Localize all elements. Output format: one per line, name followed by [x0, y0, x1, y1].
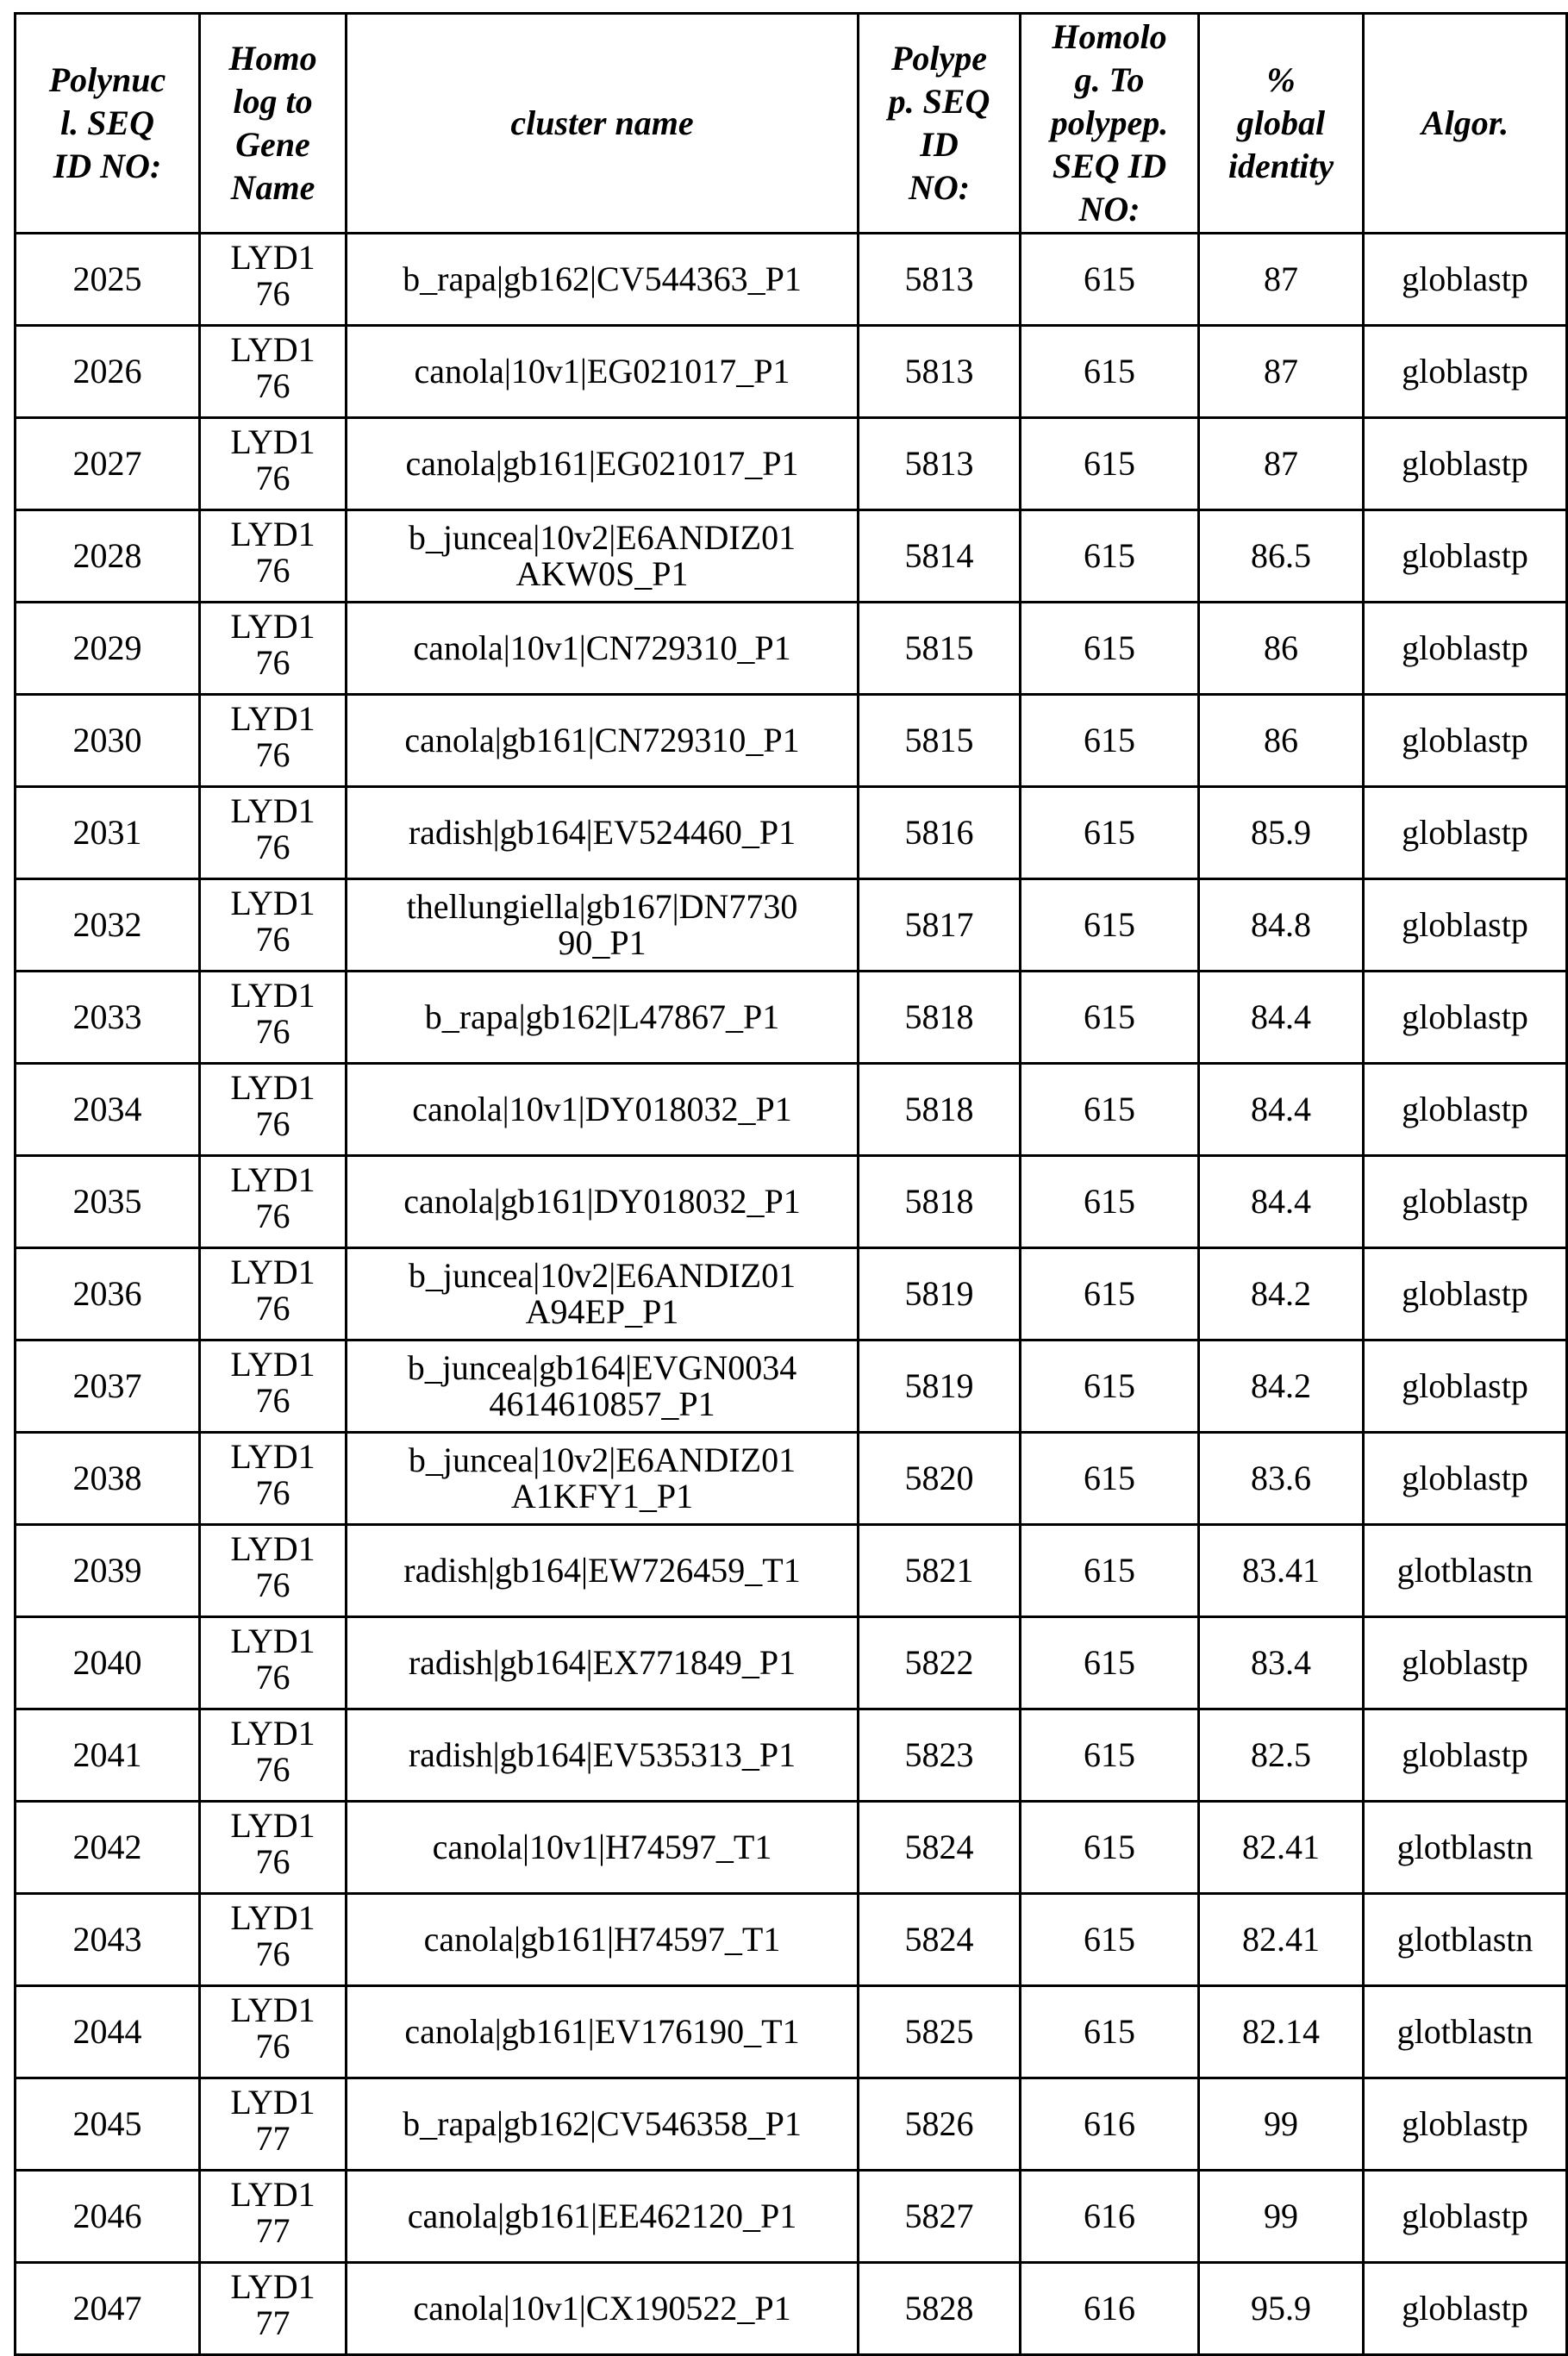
cell-polynucleotide-seq-id: 2043 — [16, 1894, 200, 1986]
cell-polynucleotide-seq-id: 2030 — [16, 695, 200, 787]
table-row — [16, 1525, 1567, 1617]
cell-global-identity: 82.5 — [1199, 1709, 1364, 1802]
table-row — [16, 1986, 1567, 2078]
cell-global-identity: 83.6 — [1199, 1433, 1364, 1525]
cell-algorithm: globlastp — [1364, 2171, 1567, 2263]
cell-polynucleotide-seq-id: 2031 — [16, 787, 200, 879]
cell-polypeptide-seq-id: 5822 — [859, 1617, 1021, 1709]
cell-algorithm: globlastp — [1364, 1248, 1567, 1340]
cell-cluster-name: radish|gb164|EW726459_T1 — [347, 1525, 859, 1617]
table-row — [16, 695, 1567, 787]
cell-cluster-name: canola|10v1|EG021017_P1 — [347, 326, 859, 418]
cell-global-identity: 86 — [1199, 603, 1364, 695]
header-global-identity: % global identity — [1199, 14, 1364, 234]
cell-algorithm: globlastp — [1364, 418, 1567, 510]
cell-algorithm: globlastp — [1364, 510, 1567, 603]
cell-homolog-polypeptide-seq-id: 615 — [1021, 695, 1199, 787]
cell-algorithm: globlastp — [1364, 1709, 1567, 1802]
cell-cluster-name: canola|gb161|EV176190_T1 — [347, 1986, 859, 2078]
cell-cluster-name: canola|gb161|EE462120_P1 — [347, 2171, 859, 2263]
cell-gene-name: LYD1 76 — [200, 787, 347, 879]
cell-cluster-name: canola|gb161|EG021017_P1 — [347, 418, 859, 510]
table-row — [16, 2263, 1567, 2355]
cell-global-identity: 84.2 — [1199, 1248, 1364, 1340]
cell-polypeptide-seq-id: 5813 — [859, 234, 1021, 326]
table-row — [16, 510, 1567, 603]
table-row — [16, 1156, 1567, 1248]
cell-global-identity: 87 — [1199, 326, 1364, 418]
cell-polynucleotide-seq-id: 2040 — [16, 1617, 200, 1709]
cell-gene-name: LYD1 76 — [200, 234, 347, 326]
cell-polypeptide-seq-id: 5815 — [859, 695, 1021, 787]
cell-global-identity: 84.2 — [1199, 1340, 1364, 1433]
cell-polypeptide-seq-id: 5825 — [859, 1986, 1021, 2078]
cell-polypeptide-seq-id: 5821 — [859, 1525, 1021, 1617]
header-polynucleotide-seq-id: Polynuc l. SEQ ID NO: — [16, 14, 200, 234]
cell-cluster-name: radish|gb164|EV535313_P1 — [347, 1709, 859, 1802]
cell-gene-name: LYD1 77 — [200, 2078, 347, 2171]
cell-cluster-name: canola|10v1|CN729310_P1 — [347, 603, 859, 695]
cell-polypeptide-seq-id: 5814 — [859, 510, 1021, 603]
cell-polynucleotide-seq-id: 2036 — [16, 1248, 200, 1340]
cell-polynucleotide-seq-id: 2042 — [16, 1802, 200, 1894]
cell-cluster-name: b_juncea|gb164|EVGN0034 4614610857_P1 — [347, 1340, 859, 1433]
table-row — [16, 1894, 1567, 1986]
header-row — [16, 14, 1567, 234]
cell-algorithm: globlastp — [1364, 1064, 1567, 1156]
cell-homolog-polypeptide-seq-id: 615 — [1021, 1802, 1199, 1894]
cell-cluster-name: canola|gb161|CN729310_P1 — [347, 695, 859, 787]
cell-global-identity: 99 — [1199, 2171, 1364, 2263]
cell-gene-name: LYD1 76 — [200, 1986, 347, 2078]
cell-cluster-name: canola|10v1|CX190522_P1 — [347, 2263, 859, 2355]
cell-algorithm: globlastp — [1364, 1617, 1567, 1709]
table-row — [16, 418, 1567, 510]
cell-global-identity: 99 — [1199, 2078, 1364, 2171]
cell-homolog-polypeptide-seq-id: 616 — [1021, 2078, 1199, 2171]
cell-polynucleotide-seq-id: 2044 — [16, 1986, 200, 2078]
cell-gene-name: LYD1 77 — [200, 2263, 347, 2355]
cell-global-identity: 87 — [1199, 418, 1364, 510]
cell-global-identity: 82.41 — [1199, 1802, 1364, 1894]
cell-polynucleotide-seq-id: 2025 — [16, 234, 200, 326]
cell-cluster-name: b_rapa|gb162|CV546358_P1 — [347, 2078, 859, 2171]
cell-homolog-polypeptide-seq-id: 615 — [1021, 972, 1199, 1064]
header-cluster-name: cluster name — [347, 14, 859, 234]
cell-polypeptide-seq-id: 5828 — [859, 2263, 1021, 2355]
cell-cluster-name: canola|gb161|DY018032_P1 — [347, 1156, 859, 1248]
cell-gene-name: LYD1 76 — [200, 326, 347, 418]
cell-algorithm: globlastp — [1364, 972, 1567, 1064]
table-row — [16, 1802, 1567, 1894]
cell-homolog-polypeptide-seq-id: 615 — [1021, 1340, 1199, 1433]
table-row — [16, 879, 1567, 972]
cell-gene-name: LYD1 76 — [200, 1064, 347, 1156]
cell-cluster-name: radish|gb164|EX771849_P1 — [347, 1617, 859, 1709]
cell-homolog-polypeptide-seq-id: 615 — [1021, 510, 1199, 603]
cell-homolog-polypeptide-seq-id: 616 — [1021, 2263, 1199, 2355]
cell-cluster-name: radish|gb164|EV524460_P1 — [347, 787, 859, 879]
cell-algorithm: globlastp — [1364, 234, 1567, 326]
cell-homolog-polypeptide-seq-id: 615 — [1021, 1986, 1199, 2078]
cell-cluster-name: canola|gb161|H74597_T1 — [347, 1894, 859, 1986]
cell-polypeptide-seq-id: 5815 — [859, 603, 1021, 695]
cell-algorithm: globlastp — [1364, 1156, 1567, 1248]
cell-global-identity: 82.41 — [1199, 1894, 1364, 1986]
cell-polypeptide-seq-id: 5816 — [859, 787, 1021, 879]
cell-global-identity: 83.4 — [1199, 1617, 1364, 1709]
cell-homolog-polypeptide-seq-id: 615 — [1021, 1894, 1199, 1986]
cell-polypeptide-seq-id: 5818 — [859, 1156, 1021, 1248]
cell-polynucleotide-seq-id: 2033 — [16, 972, 200, 1064]
cell-algorithm: glotblastn — [1364, 1894, 1567, 1986]
cell-algorithm: globlastp — [1364, 879, 1567, 972]
cell-global-identity: 84.8 — [1199, 879, 1364, 972]
cell-polynucleotide-seq-id: 2032 — [16, 879, 200, 972]
cell-homolog-polypeptide-seq-id: 615 — [1021, 879, 1199, 972]
cell-cluster-name: canola|10v1|DY018032_P1 — [347, 1064, 859, 1156]
cell-global-identity: 84.4 — [1199, 1064, 1364, 1156]
cell-homolog-polypeptide-seq-id: 615 — [1021, 1156, 1199, 1248]
cell-global-identity: 82.14 — [1199, 1986, 1364, 2078]
cell-algorithm: globlastp — [1364, 2263, 1567, 2355]
cell-polypeptide-seq-id: 5813 — [859, 418, 1021, 510]
cell-polynucleotide-seq-id: 2028 — [16, 510, 200, 603]
cell-polypeptide-seq-id: 5817 — [859, 879, 1021, 972]
cell-homolog-polypeptide-seq-id: 615 — [1021, 326, 1199, 418]
cell-algorithm: glotblastn — [1364, 1802, 1567, 1894]
cell-global-identity: 86 — [1199, 695, 1364, 787]
cell-polypeptide-seq-id: 5819 — [859, 1248, 1021, 1340]
cell-algorithm: globlastp — [1364, 2078, 1567, 2171]
cell-global-identity: 84.4 — [1199, 972, 1364, 1064]
homolog-table — [14, 12, 1568, 2356]
cell-gene-name: LYD1 76 — [200, 695, 347, 787]
cell-homolog-polypeptide-seq-id: 615 — [1021, 1617, 1199, 1709]
header-polypeptide-seq-id: Polype p. SEQ ID NO: — [859, 14, 1021, 234]
cell-gene-name: LYD1 77 — [200, 2171, 347, 2263]
cell-algorithm: globlastp — [1364, 1433, 1567, 1525]
cell-polynucleotide-seq-id: 2047 — [16, 2263, 200, 2355]
table-row — [16, 234, 1567, 326]
cell-global-identity: 83.41 — [1199, 1525, 1364, 1617]
table-row — [16, 2078, 1567, 2171]
table-row — [16, 326, 1567, 418]
cell-gene-name: LYD1 76 — [200, 879, 347, 972]
cell-polypeptide-seq-id: 5818 — [859, 972, 1021, 1064]
cell-polypeptide-seq-id: 5819 — [859, 1340, 1021, 1433]
cell-polypeptide-seq-id: 5824 — [859, 1802, 1021, 1894]
cell-gene-name: LYD1 76 — [200, 1709, 347, 1802]
cell-polynucleotide-seq-id: 2035 — [16, 1156, 200, 1248]
cell-global-identity: 95.9 — [1199, 2263, 1364, 2355]
cell-homolog-polypeptide-seq-id: 615 — [1021, 1064, 1199, 1156]
cell-cluster-name: b_juncea|10v2|E6ANDIZ01 A94EP_P1 — [347, 1248, 859, 1340]
cell-cluster-name: thellungiella|gb167|DN7730 90_P1 — [347, 879, 859, 972]
cell-polypeptide-seq-id: 5818 — [859, 1064, 1021, 1156]
cell-algorithm: globlastp — [1364, 326, 1567, 418]
cell-polypeptide-seq-id: 5813 — [859, 326, 1021, 418]
table-row — [16, 1340, 1567, 1433]
cell-cluster-name: b_juncea|10v2|E6ANDIZ01 AKW0S_P1 — [347, 510, 859, 603]
cell-homolog-polypeptide-seq-id: 615 — [1021, 1248, 1199, 1340]
table-row — [16, 1433, 1567, 1525]
cell-global-identity: 85.9 — [1199, 787, 1364, 879]
cell-algorithm: glotblastn — [1364, 1525, 1567, 1617]
cell-algorithm: globlastp — [1364, 1340, 1567, 1433]
cell-global-identity: 87 — [1199, 234, 1364, 326]
cell-cluster-name: b_juncea|10v2|E6ANDIZ01 A1KFY1_P1 — [347, 1433, 859, 1525]
cell-gene-name: LYD1 76 — [200, 1156, 347, 1248]
cell-gene-name: LYD1 76 — [200, 1433, 347, 1525]
cell-homolog-polypeptide-seq-id: 615 — [1021, 418, 1199, 510]
cell-gene-name: LYD1 76 — [200, 418, 347, 510]
cell-polynucleotide-seq-id: 2034 — [16, 1064, 200, 1156]
cell-homolog-polypeptide-seq-id: 615 — [1021, 1709, 1199, 1802]
cell-cluster-name: b_rapa|gb162|CV544363_P1 — [347, 234, 859, 326]
cell-gene-name: LYD1 76 — [200, 1340, 347, 1433]
cell-polypeptide-seq-id: 5827 — [859, 2171, 1021, 2263]
cell-cluster-name: b_rapa|gb162|L47867_P1 — [347, 972, 859, 1064]
table-row — [16, 1064, 1567, 1156]
cell-algorithm: globlastp — [1364, 603, 1567, 695]
table-row — [16, 603, 1567, 695]
cell-gene-name: LYD1 76 — [200, 603, 347, 695]
header-algorithm: Algor. — [1364, 14, 1567, 234]
cell-polynucleotide-seq-id: 2046 — [16, 2171, 200, 2263]
cell-polynucleotide-seq-id: 2041 — [16, 1709, 200, 1802]
table-row — [16, 2171, 1567, 2263]
cell-polypeptide-seq-id: 5823 — [859, 1709, 1021, 1802]
table-row — [16, 1617, 1567, 1709]
cell-gene-name: LYD1 76 — [200, 1617, 347, 1709]
cell-polynucleotide-seq-id: 2039 — [16, 1525, 200, 1617]
cell-polynucleotide-seq-id: 2045 — [16, 2078, 200, 2171]
cell-gene-name: LYD1 76 — [200, 1248, 347, 1340]
cell-algorithm: globlastp — [1364, 695, 1567, 787]
cell-algorithm: glotblastn — [1364, 1986, 1567, 2078]
cell-gene-name: LYD1 76 — [200, 1525, 347, 1617]
cell-polynucleotide-seq-id: 2038 — [16, 1433, 200, 1525]
cell-homolog-polypeptide-seq-id: 616 — [1021, 2171, 1199, 2263]
cell-algorithm: globlastp — [1364, 787, 1567, 879]
cell-gene-name: LYD1 76 — [200, 510, 347, 603]
cell-polynucleotide-seq-id: 2029 — [16, 603, 200, 695]
table-row — [16, 972, 1567, 1064]
cell-homolog-polypeptide-seq-id: 615 — [1021, 1525, 1199, 1617]
header-homolog-polypeptide-seq-id: Homolo g. To polypep. SEQ ID NO: — [1021, 14, 1199, 234]
cell-gene-name: LYD1 76 — [200, 1894, 347, 1986]
cell-cluster-name: canola|10v1|H74597_T1 — [347, 1802, 859, 1894]
cell-homolog-polypeptide-seq-id: 615 — [1021, 603, 1199, 695]
cell-polypeptide-seq-id: 5826 — [859, 2078, 1021, 2171]
table-row — [16, 787, 1567, 879]
cell-polypeptide-seq-id: 5820 — [859, 1433, 1021, 1525]
cell-homolog-polypeptide-seq-id: 615 — [1021, 787, 1199, 879]
table-row — [16, 1709, 1567, 1802]
cell-polypeptide-seq-id: 5824 — [859, 1894, 1021, 1986]
table-row — [16, 1248, 1567, 1340]
cell-homolog-polypeptide-seq-id: 615 — [1021, 234, 1199, 326]
cell-global-identity: 86.5 — [1199, 510, 1364, 603]
header-homolog-gene-name: Homo log to Gene Name — [200, 14, 347, 234]
cell-polynucleotide-seq-id: 2027 — [16, 418, 200, 510]
cell-homolog-polypeptide-seq-id: 615 — [1021, 1433, 1199, 1525]
cell-polynucleotide-seq-id: 2026 — [16, 326, 200, 418]
cell-polynucleotide-seq-id: 2037 — [16, 1340, 200, 1433]
cell-gene-name: LYD1 76 — [200, 1802, 347, 1894]
cell-global-identity: 84.4 — [1199, 1156, 1364, 1248]
cell-gene-name: LYD1 76 — [200, 972, 347, 1064]
